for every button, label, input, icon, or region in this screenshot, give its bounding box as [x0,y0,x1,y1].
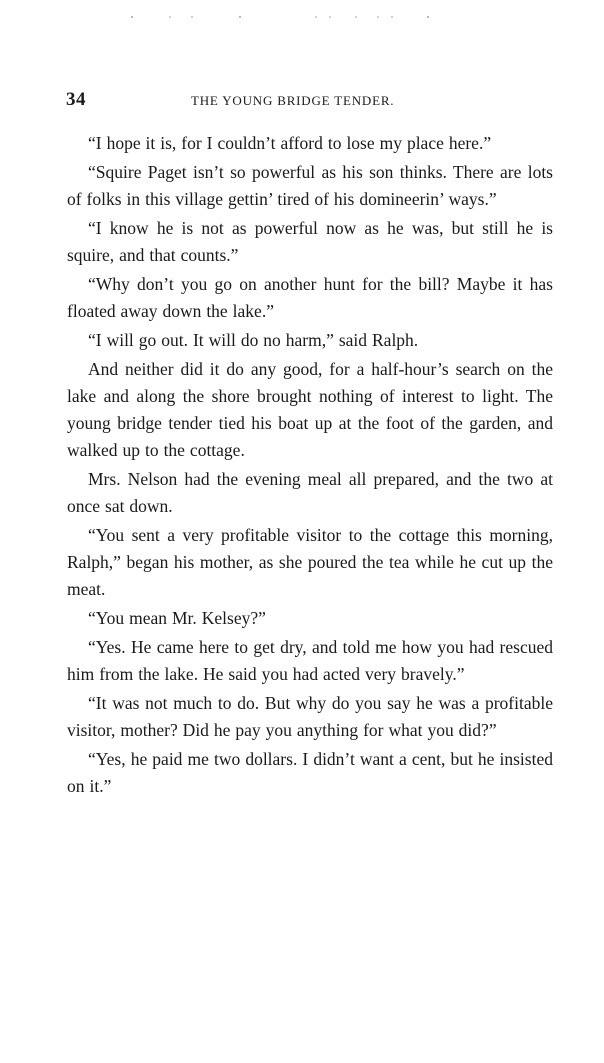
page-header [66,89,562,111]
paragraph: Mrs. Nelson had the evening meal all prepared, and the two at once sat down. [67,469,553,516]
paragraph: “Yes. He came here to get dry, and told me how you had rescued him from the lake. He said you had acted very bravely.” [67,637,553,684]
running-head: THE YOUNG BRIDGE TENDER. [191,93,395,108]
paragraph: “Why don’t you go on another hunt for the bill? Maybe it has floated away down the lake.” [67,274,553,321]
paragraph: “Yes, he paid me two dollars. I didn’t want a cent, but he insisted on it.” [67,749,553,796]
body-text [67,130,553,802]
paragraph: “Squire Paget isn’t so powerful as his son thinks. There are lots of folks in this village gettin’ tired of his domineerin’ ways.” [67,162,553,209]
page-number: 34 [66,89,86,110]
paragraph: And neither did it do any good, for a half-hour’s search on the lake and along the shore brought nothing of interest to light. The young bridge tender tied his boat up at the foot of the garden, and walked up to the cottage. [67,359,553,460]
paragraph: “I hope it is, for I couldn’t afford to lose my place here.” [88,133,492,153]
paragraph: “It was not much to do. But why do you say he was a profitable visitor, mother? Did he pay you anything for what you did?” [67,693,553,740]
paragraph: “You sent a very profitable visitor to the cottage this morning, Ralph,” began his mother, as she poured the tea while he cut up the meat. [67,525,553,599]
scan-speckles [130,14,430,20]
paragraph: “You mean Mr. Kelsey?” [88,608,266,628]
paragraph: “I know he is not as powerful now as he was, but still he is squire, and that counts.” [67,218,553,265]
paragraph: “I will go out. It will do no harm,” said Ralph. [88,330,419,350]
